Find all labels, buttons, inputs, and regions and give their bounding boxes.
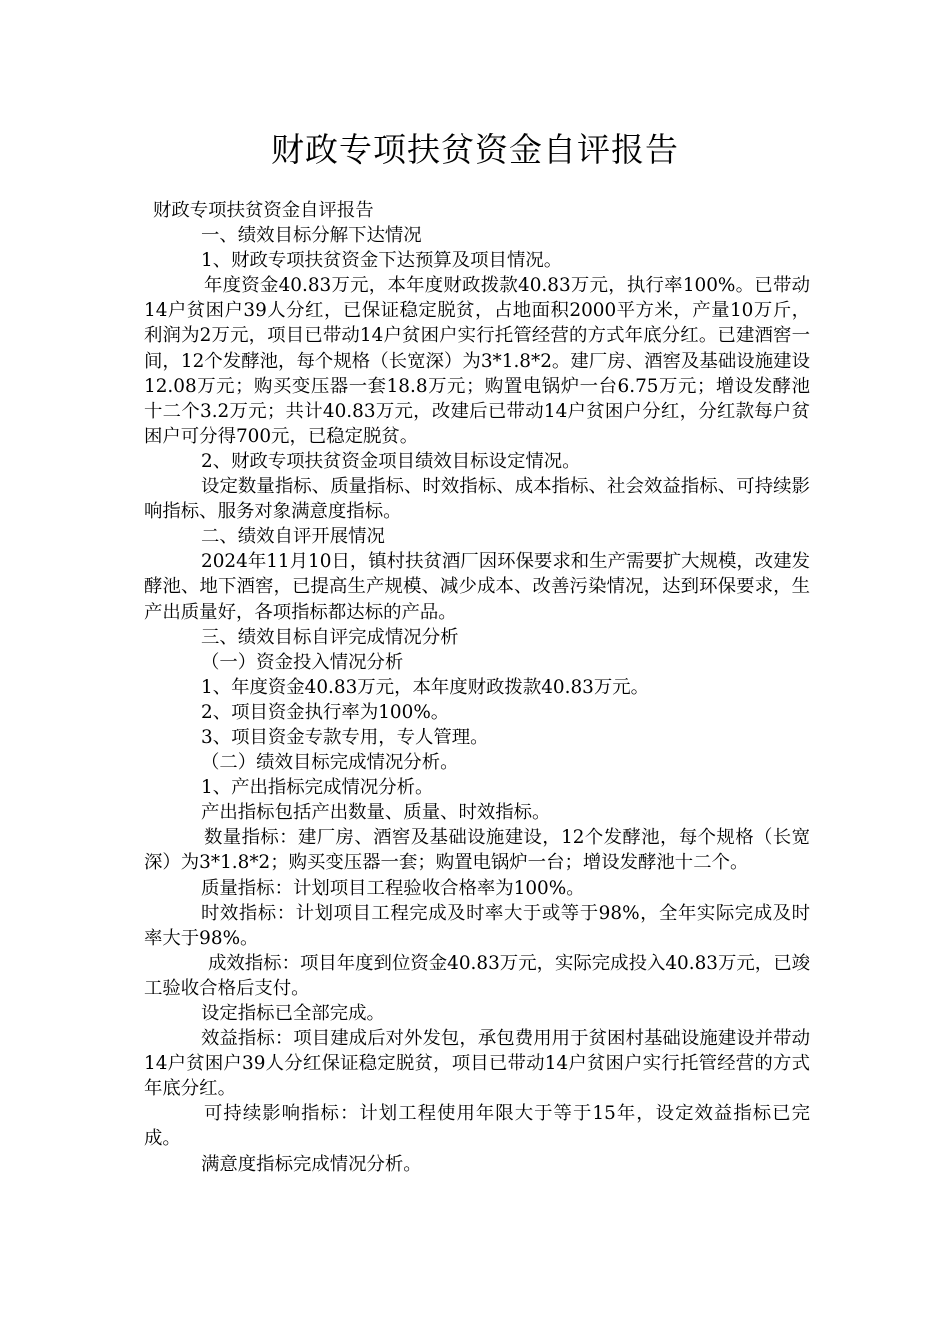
body-paragraph: 质量指标：计划项目工程验收合格率为100%。 [201, 877, 585, 899]
body-paragraph: 满意度指标完成情况分析。 [201, 1153, 422, 1175]
body-paragraph: 2024年11月10日，镇村扶贫酒厂因环保要求和生产需要扩大规模，改建发酵池、地下酒窖，已提高生产规模、减少成本、改善污染情况，达到环保要求，生产出质量好，各项指标都达标的产品。 [144, 551, 810, 623]
list-item: 2、项目资金执行率为100%。 [201, 701, 450, 723]
subsection-heading: 1、产出指标完成情况分析。 [201, 777, 434, 799]
section-heading: 一、绩效目标分解下达情况 [201, 225, 422, 247]
subsection-heading: 1、财政专项扶贫资金下达预算及项目情况。 [201, 250, 563, 272]
body-paragraph: 效益指标：项目建成后对外发包，承包费用用于贫困村基础设施建设并带动14户贫困户39人分红保证稳定脱贫，项目已带动14户贫困户实行托管经营的方式年底分红。 [144, 1028, 810, 1100]
report-subtitle: 财政专项扶贫资金自评报告 [153, 200, 374, 221]
subsection-heading: （二）绩效目标完成情况分析。 [201, 752, 459, 774]
subsection-heading: 2、财政专项扶贫资金项目绩效目标设定情况。 [201, 450, 581, 472]
body-paragraph: 数量指标：建厂房、酒窖及基础设施建设，12个发酵池，每个规格（长宽深）为3*1.8*2；购买变压器一套；购置电锅炉一台；增设发酵池十二个。 [144, 827, 810, 874]
list-item: 1、年度资金40.83万元，本年度财政拨款40.83万元。 [201, 676, 650, 698]
body-paragraph: 产出指标包括产出数量、质量、时效指标。 [201, 802, 551, 824]
subsection-heading: （一）资金投入情况分析 [201, 651, 404, 673]
list-item: 3、项目资金专款专用，专人管理。 [201, 726, 489, 748]
document-body [144, 198, 810, 1177]
body-paragraph: 可持续影响指标：计划工程使用年限大于等于15年，设定效益指标已完成。 [144, 1103, 810, 1150]
body-paragraph: 成效指标：项目年度到位资金40.83万元，实际完成投入40.83万元，已竣工验收合格后支付。 [144, 952, 810, 999]
body-paragraph: 设定指标已全部完成。 [201, 1003, 385, 1024]
body-paragraph: 设定数量指标、质量指标、时效指标、成本指标、社会效益指标、可持续影响指标、服务对象满意度指标。 [144, 476, 810, 523]
body-paragraph: 时效指标：计划项目工程完成及时率大于或等于98%，全年实际完成及时率大于98%。 [144, 902, 810, 949]
section-heading: 二、绩效自评开展情况 [201, 526, 385, 548]
section-heading: 三、绩效目标自评完成情况分析 [201, 626, 459, 648]
document-title: 财政专项扶贫资金自评报告 [271, 130, 679, 169]
body-paragraph: 年度资金40.83万元，本年度财政拨款40.83万元，执行率100%。已带动14户贫困户39人分红，已保证稳定脱贫，占地面积2000平方米，产量10万斤，利润为2万元，项目已带动14户贫困户实行托管经营的方式年底分红。已建酒窖一间，12个发酵池，每个规格（长宽深）为3*1.8*2。建厂房、酒窖及基础设施建设12.08万元；购买变压器一套18.8万元；购置电锅炉一台6.75万元；增设发酵池十二个3.2万元；共计40.83万元，改建后已带动14户贫困户分红，分红款每户贫困户可分得700元，已稳定脱贫。 [144, 275, 810, 447]
